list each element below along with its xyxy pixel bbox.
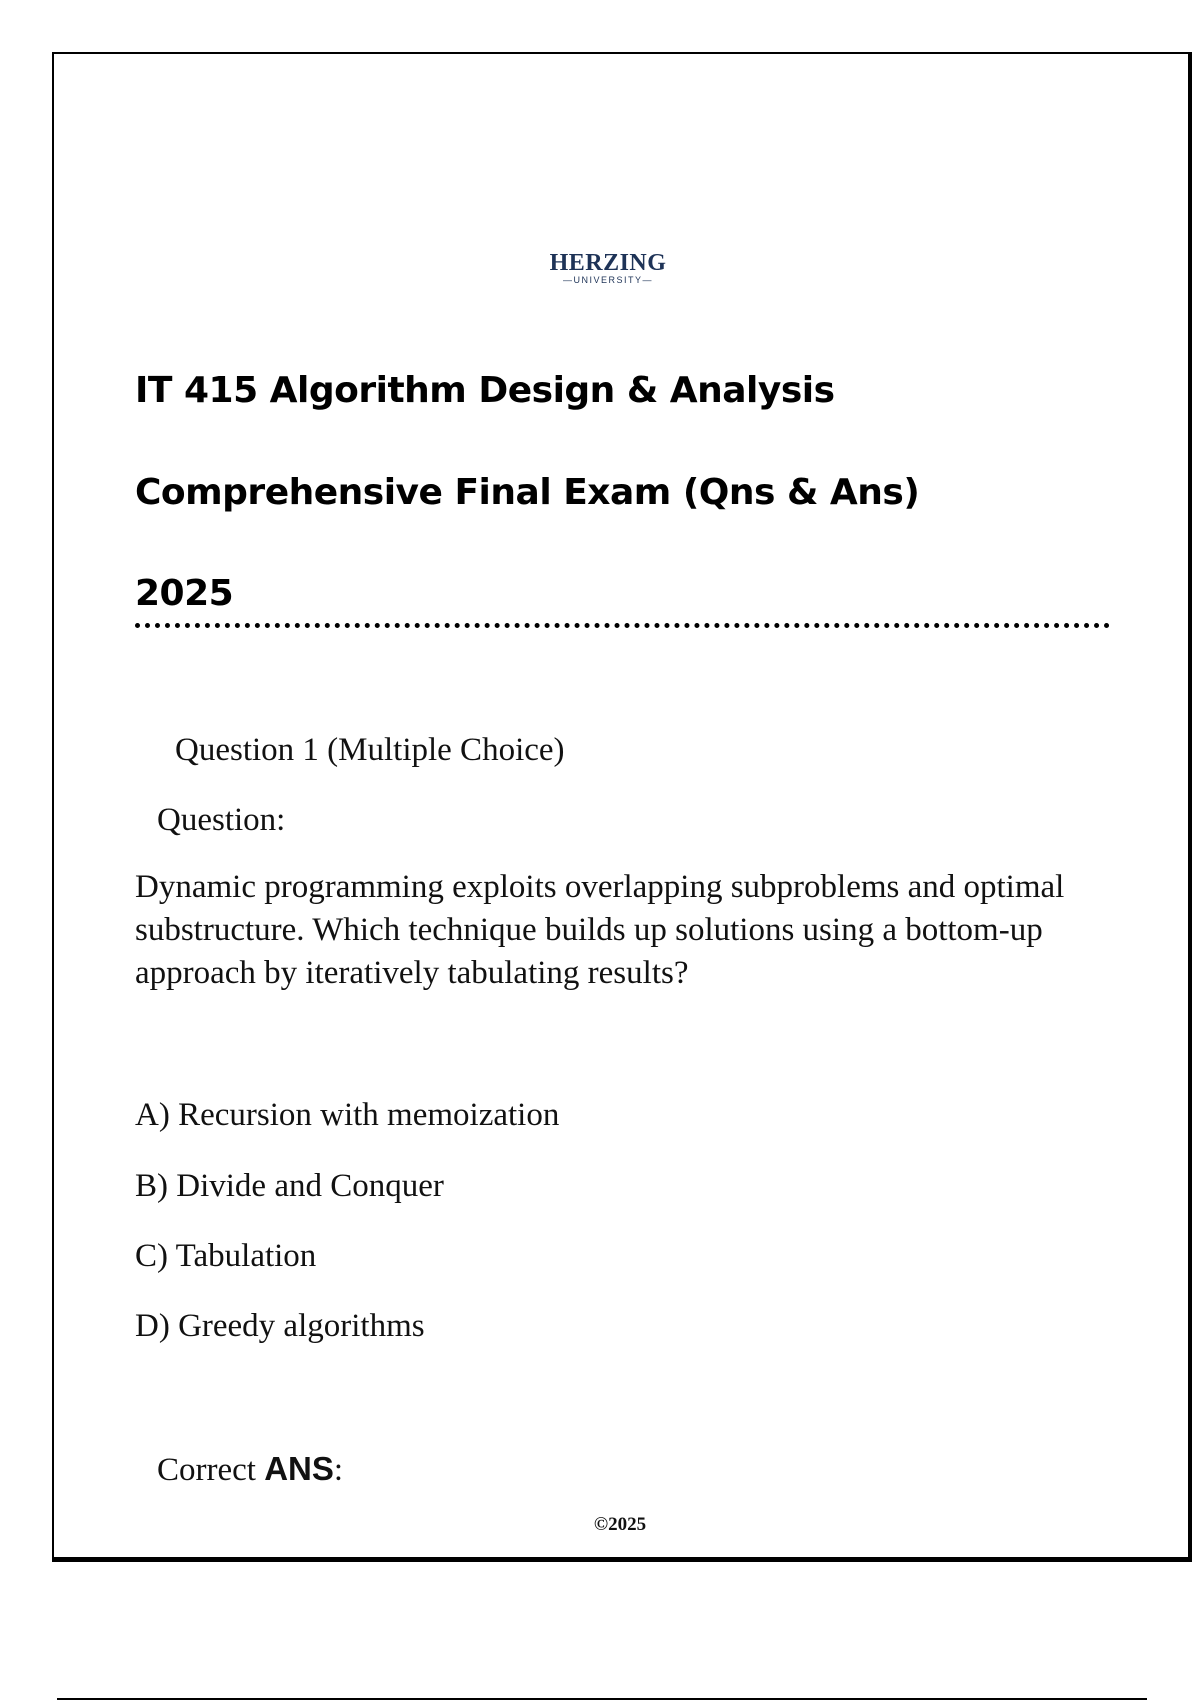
- option-a: A) Recursion with memoization: [135, 1097, 560, 1133]
- question-label: Question:: [157, 802, 286, 838]
- title-year: 2025: [135, 573, 234, 614]
- question-text: Dynamic programming exploits overlapping subproblems and optimal substructure. Which technique builds up solutions using a bottom-up approach by iteratively tabulating results?: [135, 869, 1065, 991]
- herzing-university-logo: [540, 250, 676, 312]
- title-line-1: IT 415 Algorithm Design & Analysis: [135, 370, 835, 411]
- logo-name: HERZING: [549, 250, 667, 276]
- question-heading: Question 1 (Multiple Choice): [175, 732, 565, 768]
- title-line-2: Comprehensive Final Exam (Qns & Ans): [135, 472, 920, 513]
- option-d: D) Greedy algorithms: [135, 1308, 425, 1344]
- option-b: B) Divide and Conquer: [135, 1168, 444, 1204]
- logo-subtitle: —UNIVERSITY—: [562, 275, 653, 285]
- copyright: ©2025: [593, 1514, 647, 1535]
- option-c: C) Tabulation: [135, 1238, 317, 1274]
- correct-answer-label: Correct ANS:: [157, 1450, 344, 1488]
- dotted-divider: [135, 623, 1110, 628]
